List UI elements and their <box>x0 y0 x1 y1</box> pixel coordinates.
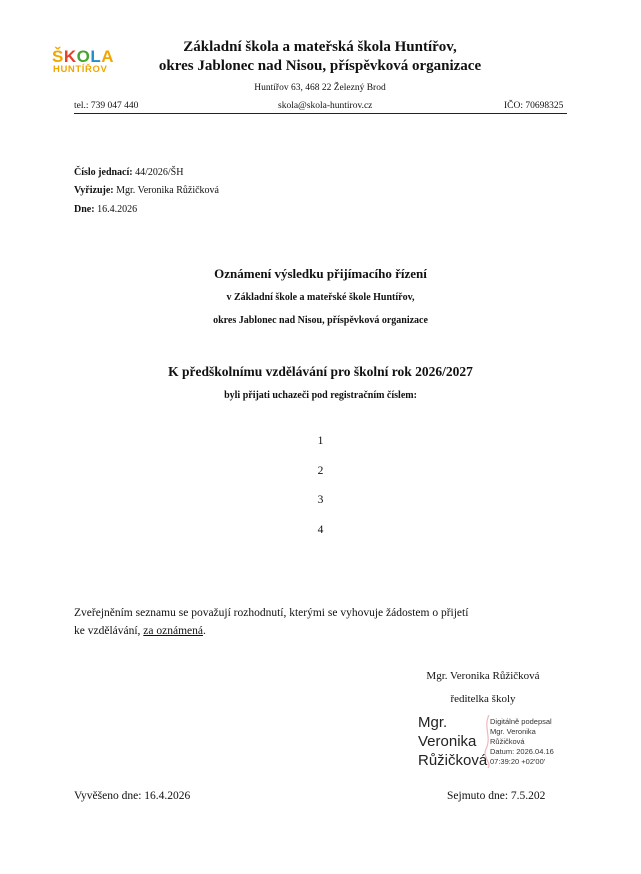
document-date: Dne: 16.4.2026 <box>74 204 138 215</box>
school-name-line2: okres Jablonec nad Nisou, příspěvková organizace <box>158 58 482 74</box>
section-intro: byli přijati uchazeči pod registračním číslem: <box>224 390 417 401</box>
logo-wordmark: ŠKOLA <box>52 47 115 66</box>
notice-paragraph: Zveřejněním seznamu se považují rozhodnutí, kterými se vyhovuje žádostem o přijetí ke vzdělávání, za oznámená. <box>74 607 469 637</box>
header-divider <box>74 113 567 114</box>
digital-signature-details: Digitálně podepsal Mgr. Veronika Růžičková Datum: 2026.04.16 07:39:20 +02'00' <box>490 717 554 766</box>
school-phone: tel.: 739 047 440 <box>74 101 139 111</box>
registration-number: 3 <box>317 494 324 506</box>
digital-signature-name: Mgr. Veronika Růžičková <box>418 714 488 769</box>
reference-number: Číslo jednací: 44/2026/ŠH <box>74 167 184 178</box>
handled-by: Vyřizuje: Mgr. Veronika Růžičková <box>74 185 219 196</box>
emphasis-underlined: za oznámená <box>143 625 203 637</box>
document-title: Oznámení výsledku přijímacího řízení <box>214 266 427 281</box>
registration-number: 2 <box>317 465 324 477</box>
school-address: Huntířov 63, 468 22 Železný Brod <box>254 83 386 93</box>
school-name-line1: Základní škola a mateřská škola Huntířov, <box>183 39 457 55</box>
school-logo <box>52 48 114 78</box>
title-sub1: v Základní škole a mateřské škole Huntířov, <box>226 292 415 303</box>
posted-date: Vyvěšeno dne: 16.4.2026 <box>74 790 191 802</box>
digital-signature <box>418 713 588 773</box>
registration-number: 1 <box>317 435 324 447</box>
logo-subtext: HUNTÍŘOV <box>53 64 108 75</box>
school-ico: IČO: 70698325 <box>504 101 564 111</box>
removed-date: Sejmuto dne: 7.5.202 <box>447 790 546 802</box>
school-email: skola@skola-huntirov.cz <box>278 101 373 111</box>
signatory-name: Mgr. Veronika Růžičková <box>426 670 540 682</box>
title-sub2: okres Jablonec nad Nisou, příspěvková organizace <box>213 315 428 326</box>
signatory-role: ředitelka školy <box>450 693 516 705</box>
registration-number: 4 <box>317 524 324 536</box>
section-heading: K předškolnímu vzdělávání pro školní rok 2026/2027 <box>168 364 473 379</box>
